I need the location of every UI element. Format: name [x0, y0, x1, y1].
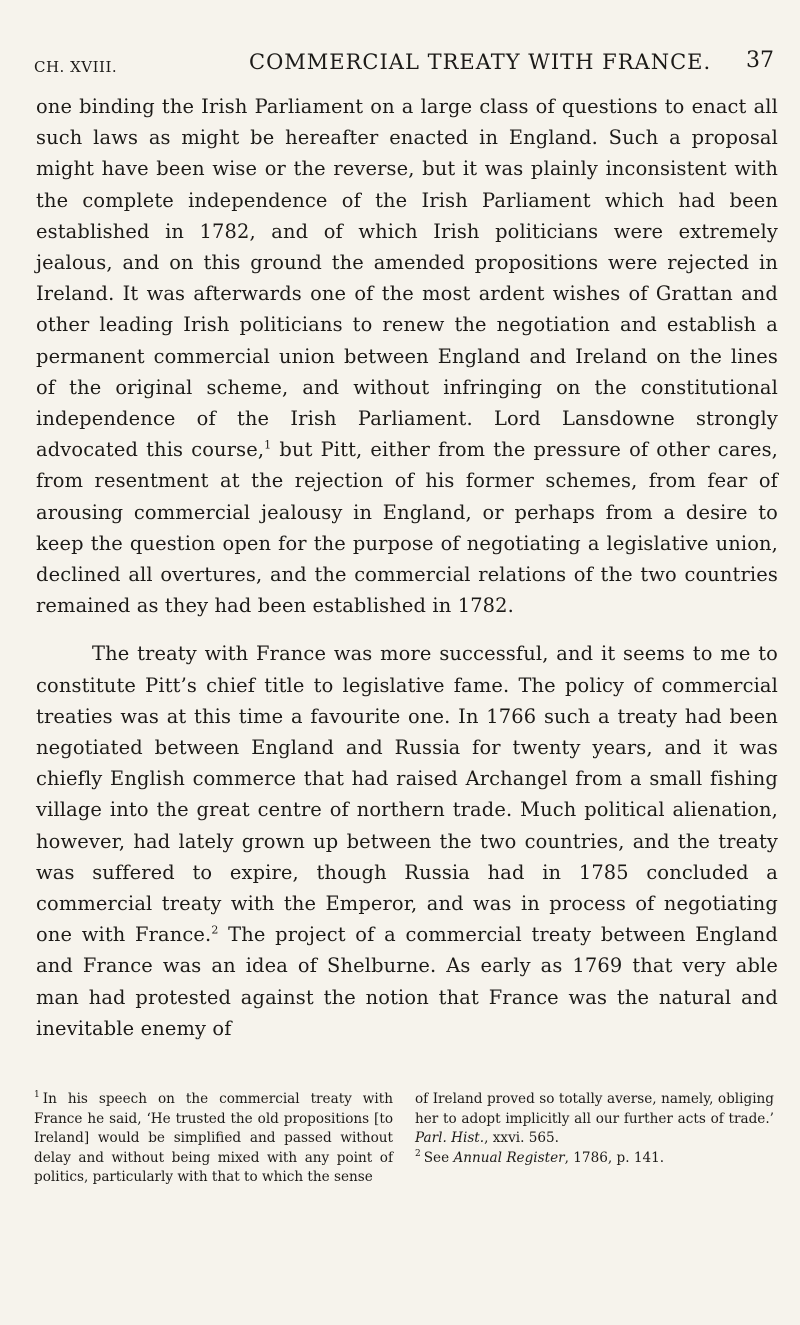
footnotes-right-column [415, 1090, 774, 1188]
footnote-2-text-b: , 1786, p. 141. [564, 1149, 665, 1166]
body-text [36, 91, 778, 1044]
footnote-2 [415, 1149, 774, 1169]
paragraph-2-text-a: The treaty with France was more successful, and it seems to me to constitute Pitt’s chief title to legislative fame. The policy of commercial treaties was at this time a favourite one. In 1766 such a treaty had been negotiated between England and Russia for twenty years, and it was chiefly English commerce that had raised Archangel from a small fishing village into the great centre of northern trade. Much political alienation, however, had lately grown up between the two countries, and the treaty was suffered to expire, though Russia had in 1785 concluded a commercial treaty with the Emperor, and was in process of negotiating one with France. [36, 642, 778, 947]
chapter-label: CH. XVIII. [34, 58, 118, 76]
footnote-1-text-b: of Ireland proved so totally averse, namely, obliging her to adopt implicitly all our further acts of trade.’ [415, 1091, 774, 1127]
footnote-1-mark: 1 [34, 1090, 40, 1101]
paragraph-2 [36, 638, 778, 1044]
footnote-1-text-a: In his speech on the commercial treaty with France he said, ‘He trusted the old propositions [to Ireland] would be simplified and passed without delay and without being mixed with any point of politics, particularly with that to which the sense [34, 1091, 393, 1185]
footnote-2-source: Annual Register [453, 1149, 565, 1166]
paragraph-1-text-b: but Pitt, either from the pressure of other cares, from resentment at the rejection of his former schemes, from fear of arousing commercial jealousy in England, or perhaps from a desire to keep the question open for the purpose of negotiating a legislative union, declined all overtures, and the commercial relations of the two countries remained as they had been established in 1782. [36, 438, 778, 618]
paragraph-1 [36, 91, 778, 621]
footnote-1-text-c: , xxvi. 565. [484, 1130, 560, 1146]
paragraph-1-text-a: one binding the Irish Parliament on a large class of questions to enact all such laws as might be hereafter enacted in England. Such a proposal might have been wise or the reverse, but it was plainly inconsistent with the complete independence of the Irish Parliament which had been established in 1782, and of which Irish politicians were extremely jealous, and on this ground the amended propositions were rejected in Ireland. It was afterwards one of the most ardent wishes of Grattan and other leading Irish politicians to renew the negotiation and establish a permanent commercial union between England and Ireland on the lines of the original scheme, and without infringing on the constitutional independence of the Irish Parliament. Lord Lansdowne strongly advocated this course, [36, 95, 778, 462]
footnote-1-source: Parl. Hist. [415, 1130, 485, 1146]
footnote-1-part-2 [415, 1090, 774, 1149]
footnote-2-mark: 2 [415, 1148, 421, 1159]
page-number: 37 [746, 48, 774, 73]
paragraph-2-text-b: The project of a commercial treaty between England and France was an idea of Shelburne. As early as 1769 that very able man had protested against the notion that France was the natural and inevitable enemy of [36, 923, 778, 1040]
footnotes [34, 1090, 774, 1188]
footnote-2-text-a: See [423, 1149, 454, 1166]
running-title: COMMERCIAL TREATY WITH FRANCE. [249, 50, 712, 74]
running-header [34, 48, 774, 84]
footnotes-left-column [34, 1090, 393, 1188]
footnote-ref-1: 1 [264, 438, 272, 452]
footnote-1-part-1 [34, 1090, 393, 1188]
footnote-ref-2: 2 [211, 923, 219, 937]
